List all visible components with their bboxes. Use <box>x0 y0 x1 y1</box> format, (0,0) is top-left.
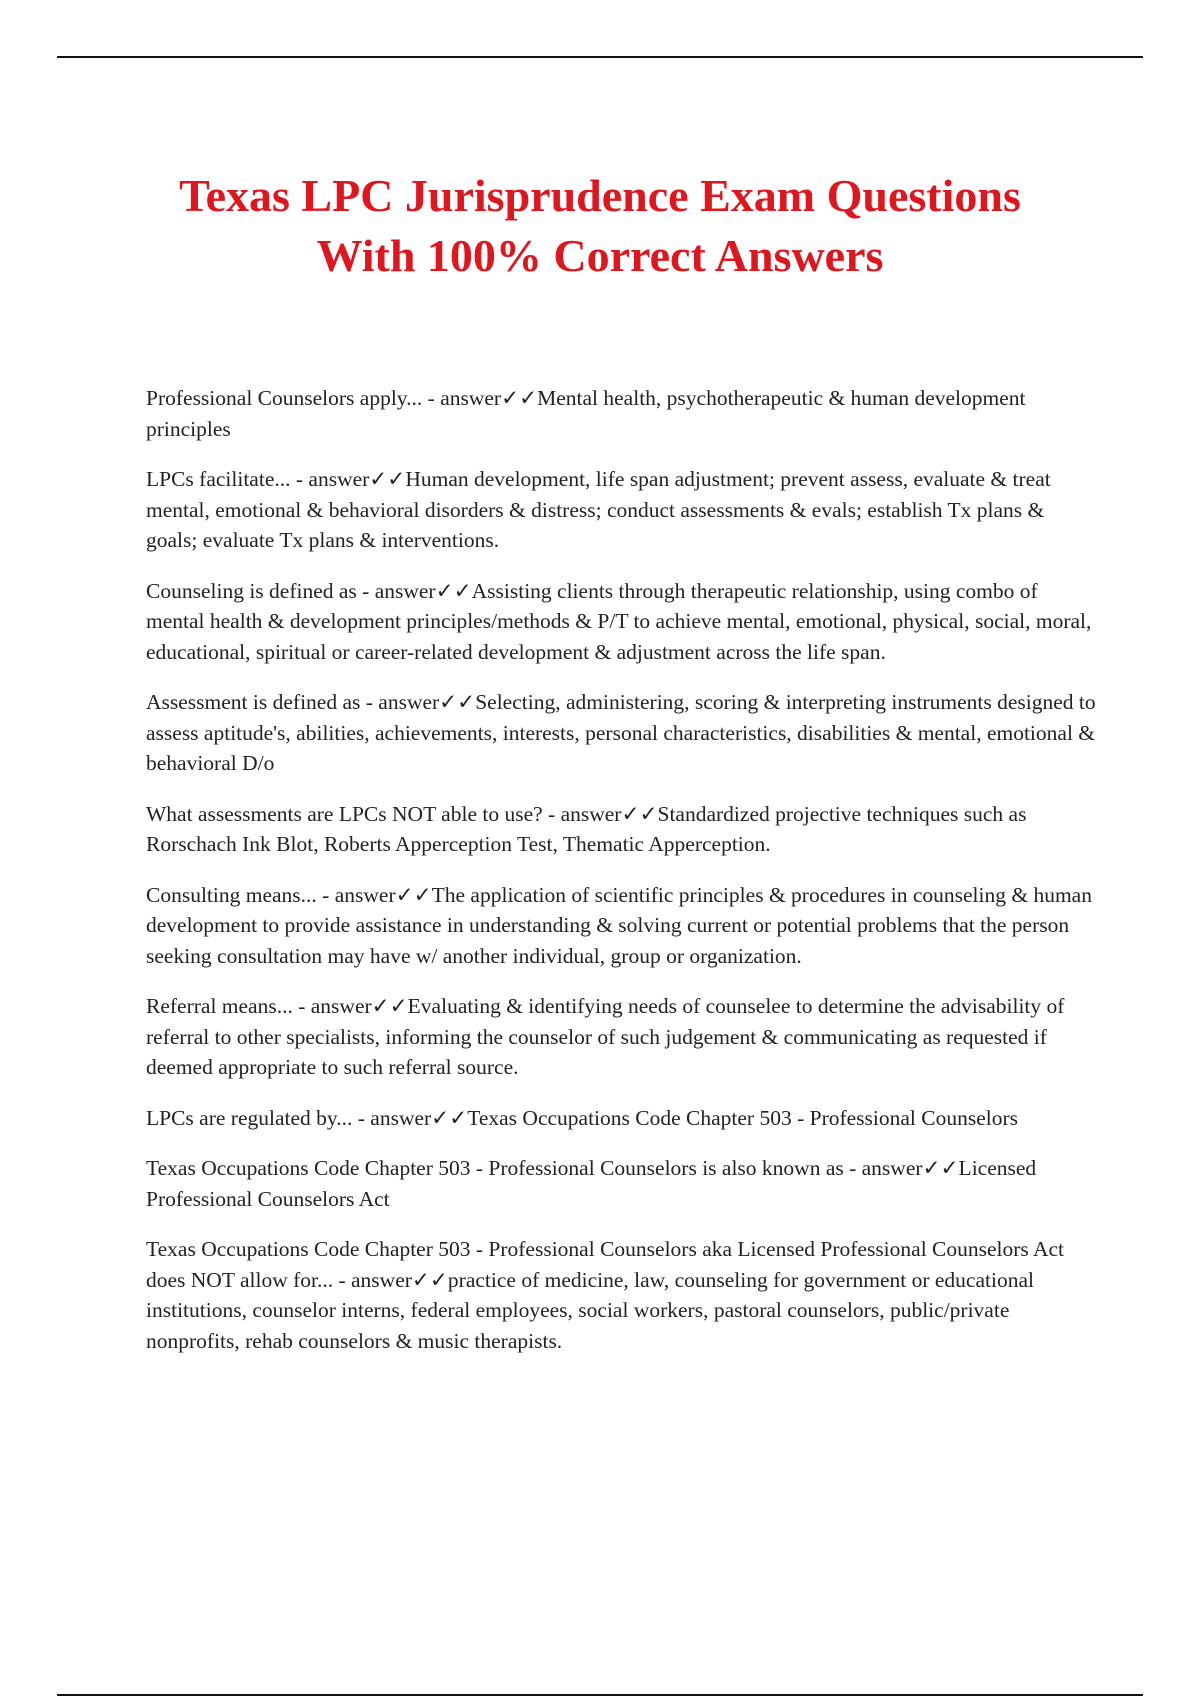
title-line-1: Texas LPC Jurisprudence Exam Questions <box>179 170 1021 221</box>
qa-item: Professional Counselors apply... - answer✓✓Mental health, psychotherapeutic & human development principles <box>146 386 1026 441</box>
qa-item: Texas Occupations Code Chapter 503 - Professional Counselors is also known as - answer✓✓Licensed Professional Counselors Act <box>146 1156 1037 1211</box>
bottom-rule <box>57 1694 1143 1696</box>
qa-item: Assessment is defined as - answer✓✓Selecting, administering, scoring & interpreting instruments designed to assess aptitude's, abilities, achievements, interests, personal characteristics, disabilities & mental, emotional & behavioral D/o <box>146 690 1096 775</box>
qa-item: Counseling is defined as - answer✓✓Assisting clients through therapeutic relationship, using combo of mental health & development principles/methods & P/T to achieve mental, emotional, physical, social, moral, educational, spiritual or career-related development & adjustment across the life span. <box>146 578 1092 664</box>
qa-list <box>146 383 1096 1376</box>
qa-item: LPCs are regulated by... - answer✓✓Texas Occupations Code Chapter 503 - Professional Counselors <box>146 1105 1019 1130</box>
title-line-2: With 100% Correct Answers <box>316 230 884 281</box>
document-title <box>100 166 1100 286</box>
qa-item: Texas Occupations Code Chapter 503 - Professional Counselors aka Licensed Professional Counselors Act does NOT allow for... - answer✓✓practice of medicine, law, counseling for government or educational institutions, counselor interns, federal employees, social workers, pastoral counselors, public/private nonprofits, rehab counselors & music therapists. <box>146 1237 1065 1353</box>
qa-item: LPCs facilitate... - answer✓✓Human development, life span adjustment; prevent assess, evaluate & treat mental, emotional & behavioral disorders & distress; conduct assessments & evals; establish Tx plans & goals; evaluate Tx plans & interventions. <box>146 467 1051 552</box>
top-rule <box>57 56 1143 58</box>
qa-item: Referral means... - answer✓✓Evaluating & identifying needs of counselee to determine the advisability of referral to other specialists, informing the counselor of such judgement & communicating as requested if deemed appropriate to such referral source. <box>146 994 1065 1079</box>
qa-item: What assessments are LPCs NOT able to use? - answer✓✓Standardized projective techniques such as Rorschach Ink Blot, Roberts Apperception Test, Thematic Apperception. <box>146 801 1027 856</box>
qa-item: Consulting means... - answer✓✓The application of scientific principles & procedures in counseling & human development to provide assistance in understanding & solving current or potential problems that the person seeking consultation may have w/ another individual, group or organization. <box>146 882 1092 968</box>
